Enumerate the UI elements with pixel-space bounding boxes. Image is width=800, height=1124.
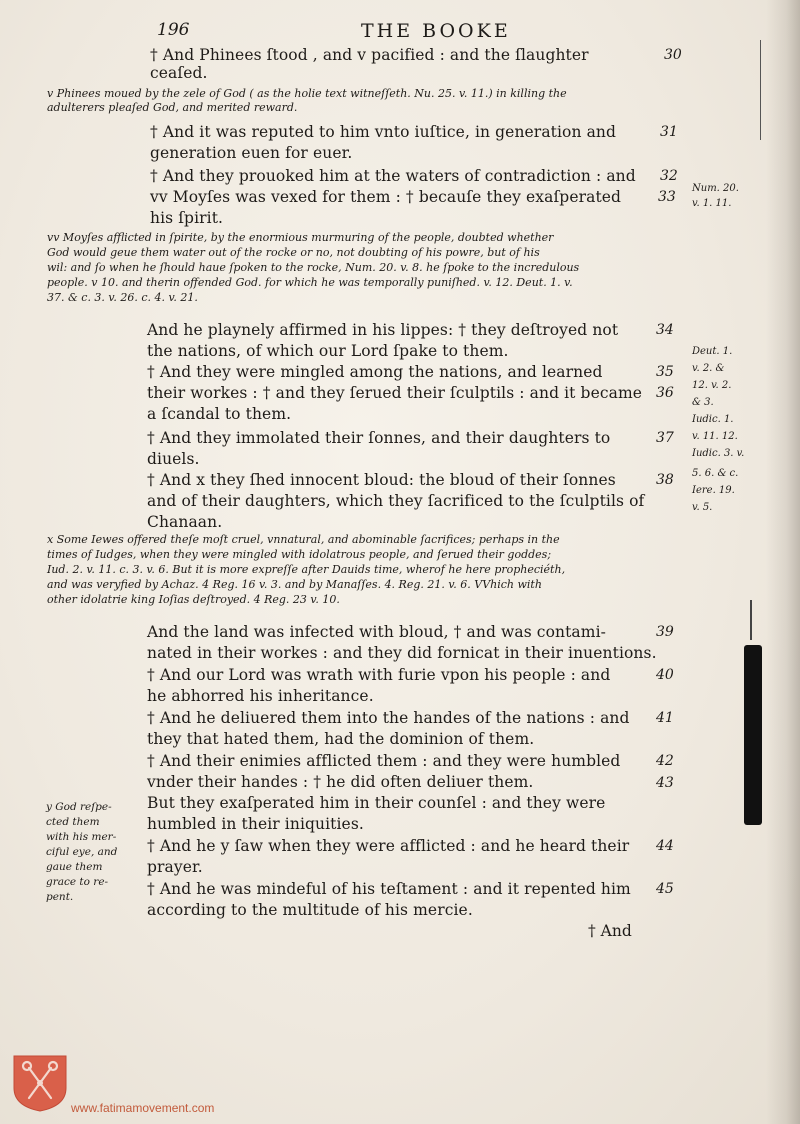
text-line: nated in their workes : and they did fornicat in their inuentions.	[147, 644, 657, 662]
running-title: THE BOOKE	[361, 20, 511, 42]
margin-mark	[750, 600, 752, 640]
verse-number: 30	[664, 47, 682, 63]
text-line: And the land was infected with bloud, † and was contami-	[147, 623, 606, 641]
page-number: 196	[157, 20, 190, 40]
text-line: they that hated them, had the dominion of them.	[147, 730, 535, 748]
margin-note-line: cted them	[46, 816, 100, 828]
text-line: he abhorred his inheritance.	[147, 687, 374, 705]
margin-reference: 12. v. 2.	[692, 380, 732, 391]
text-line: † And they were mingled among the nations, and learned	[147, 363, 603, 381]
fatima-shield-logo-icon	[12, 1054, 68, 1112]
annotation-line: 37. & c. 3. v. 26. c. 4. v. 21.	[47, 291, 198, 304]
margin-note-line: ciful eye, and	[46, 846, 118, 858]
annotation-line: x Some Iewes offered theſe moſt cruel, vnnatural, and abominable ſacrifices; perhaps in the	[47, 533, 560, 546]
margin-rule	[760, 40, 761, 140]
text-line: their workes : † and they ſerued their ſculptils : and it became	[147, 384, 643, 402]
margin-reference: v. 2. &	[692, 363, 725, 374]
verse-number: 38	[656, 472, 674, 488]
margin-note-line: y God reſpe-	[46, 801, 112, 813]
annotation-line: v Phinees moued by the zele of God ( as the holie text witneſſeth. Nu. 25. v. 11.) in killing the	[47, 87, 567, 100]
margin-note-line: grace to re-	[46, 876, 109, 888]
margin-reference: 5. 6. & c.	[692, 468, 739, 479]
annotation-line: vv Moyſes afflicted in ſpirite, by the enormious murmuring of the people, doubted whether	[47, 231, 554, 244]
text-line: † And Phinees ſtood , and v pacified : and the ſlaughter	[150, 46, 589, 64]
margin-reference: Num. 20.	[692, 183, 739, 194]
page-edge-shadow	[766, 0, 800, 1124]
text-line: Chanaan.	[147, 513, 223, 531]
annotation-line: other idolatrie king Ioſias deſtroyed. 4 Reg. 23 v. 10.	[47, 593, 340, 606]
annotation-line: adulterers pleaſed God, and merited reward.	[47, 101, 298, 114]
verse-number: 41	[656, 710, 674, 726]
text-line: humbled in their iniquities.	[147, 815, 364, 833]
verse-number: 42	[656, 753, 674, 769]
margin-reference: v. 1. 11.	[692, 198, 732, 209]
annotation-line: wil: and ſo when he ſhould haue ſpoken to the rocke, Num. 20. v. 8. he ſpoke to the incredulous	[47, 261, 580, 274]
margin-note-line: with his mer-	[46, 831, 117, 843]
text-line: and of their daughters, which they ſacrificed to the ſculptils of	[147, 492, 645, 510]
margin-reference: Iere. 19.	[692, 485, 735, 496]
verse-number: 34	[656, 322, 674, 338]
text-line: † And they immolated their ſonnes, and their daughters to	[147, 429, 611, 447]
margin-reference: Iudic. 3. v.	[692, 448, 745, 459]
text-line: † And x they ſhed innocent bloud: the bloud of their ſonnes	[147, 471, 616, 489]
text-line: the nations, of which our Lord ſpake to them.	[147, 342, 509, 360]
verse-number: 45	[656, 881, 674, 897]
margin-bar	[744, 645, 762, 825]
verse-number: 37	[656, 430, 674, 446]
text-line: † And they prouoked him at the waters of contradiction : and	[150, 167, 636, 185]
text-line: generation euen for euer.	[150, 144, 353, 162]
text-line: vnder their handes : † he did often deliuer them.	[147, 773, 534, 791]
margin-reference: v. 5.	[692, 502, 713, 513]
annotation-line: times of Iudges, when they were mingled with idolatrous people, and ſerued their goddes;	[47, 548, 552, 561]
text-line: And he playnely affirmed in his lippes: † they deſtroyed not	[147, 321, 619, 339]
annotation-line: people. v 10. and therin offended God. for which he was temporally puniſhed. v. 12. Deut. 1. v.	[47, 276, 573, 289]
verse-number: 31	[660, 124, 678, 140]
text-line: prayer.	[147, 858, 203, 876]
verse-number: 36	[656, 385, 674, 401]
verse-number: 33	[658, 189, 676, 205]
text-line: † And our Lord was wrath with furie vpon his people : and	[147, 666, 611, 684]
text-line: diuels.	[147, 450, 200, 468]
verse-number: 35	[656, 364, 674, 380]
annotation-line: Iud. 2. v. 11. c. 3. v. 6. But it is more expreſſe after Dauids time, wherof he here propheciéth,	[47, 563, 566, 576]
text-line: a ſcandal to them.	[147, 405, 292, 423]
margin-note-line: pent.	[46, 891, 74, 903]
verse-number: 39	[656, 624, 674, 640]
margin-reference: & 3.	[692, 397, 714, 408]
text-line: ceaſed.	[150, 64, 208, 82]
margin-reference: Iudic. 1.	[692, 414, 734, 425]
annotation-line: and was veryfied by Achaz. 4 Reg. 16 v. 3. and by Manaſſes. 4. Reg. 21. v. 6. VVhich with	[47, 578, 542, 591]
text-line: † And their enimies afflicted them : and they were humbled	[147, 752, 621, 770]
footer-url[interactable]: www.fatimamovement.com	[71, 1101, 215, 1115]
verse-number: 32	[660, 168, 678, 184]
verse-number: 43	[656, 775, 674, 791]
text-line: But they exaſperated him in their counſel : and they were	[147, 794, 606, 812]
annotation-line: God would geue them water out of the rocke or no, not doubting of his powre, but of his	[47, 246, 540, 259]
text-line: † And he was mindeful of his teſtament : and it repented him	[147, 880, 631, 898]
catchword: † And	[588, 922, 632, 940]
verse-number: 44	[656, 838, 674, 854]
text-line: † And he y ſaw when they were afflicted : and he heard their	[147, 837, 630, 855]
text-line: † And he deliuered them into the handes of the nations : and	[147, 709, 630, 727]
verse-number: 40	[656, 667, 674, 683]
text-line: vv Moyſes was vexed for them : † becauſe they exaſperated	[150, 188, 622, 206]
margin-note-line: gaue them	[46, 861, 103, 873]
text-line: † And it was reputed to him vnto iuſtice, in generation and	[150, 123, 617, 141]
text-line: according to the multitude of his mercie.	[147, 901, 473, 919]
margin-reference: v. 11. 12.	[692, 431, 738, 442]
text-line: his ſpirit.	[150, 209, 224, 227]
margin-reference: Deut. 1.	[692, 346, 733, 357]
